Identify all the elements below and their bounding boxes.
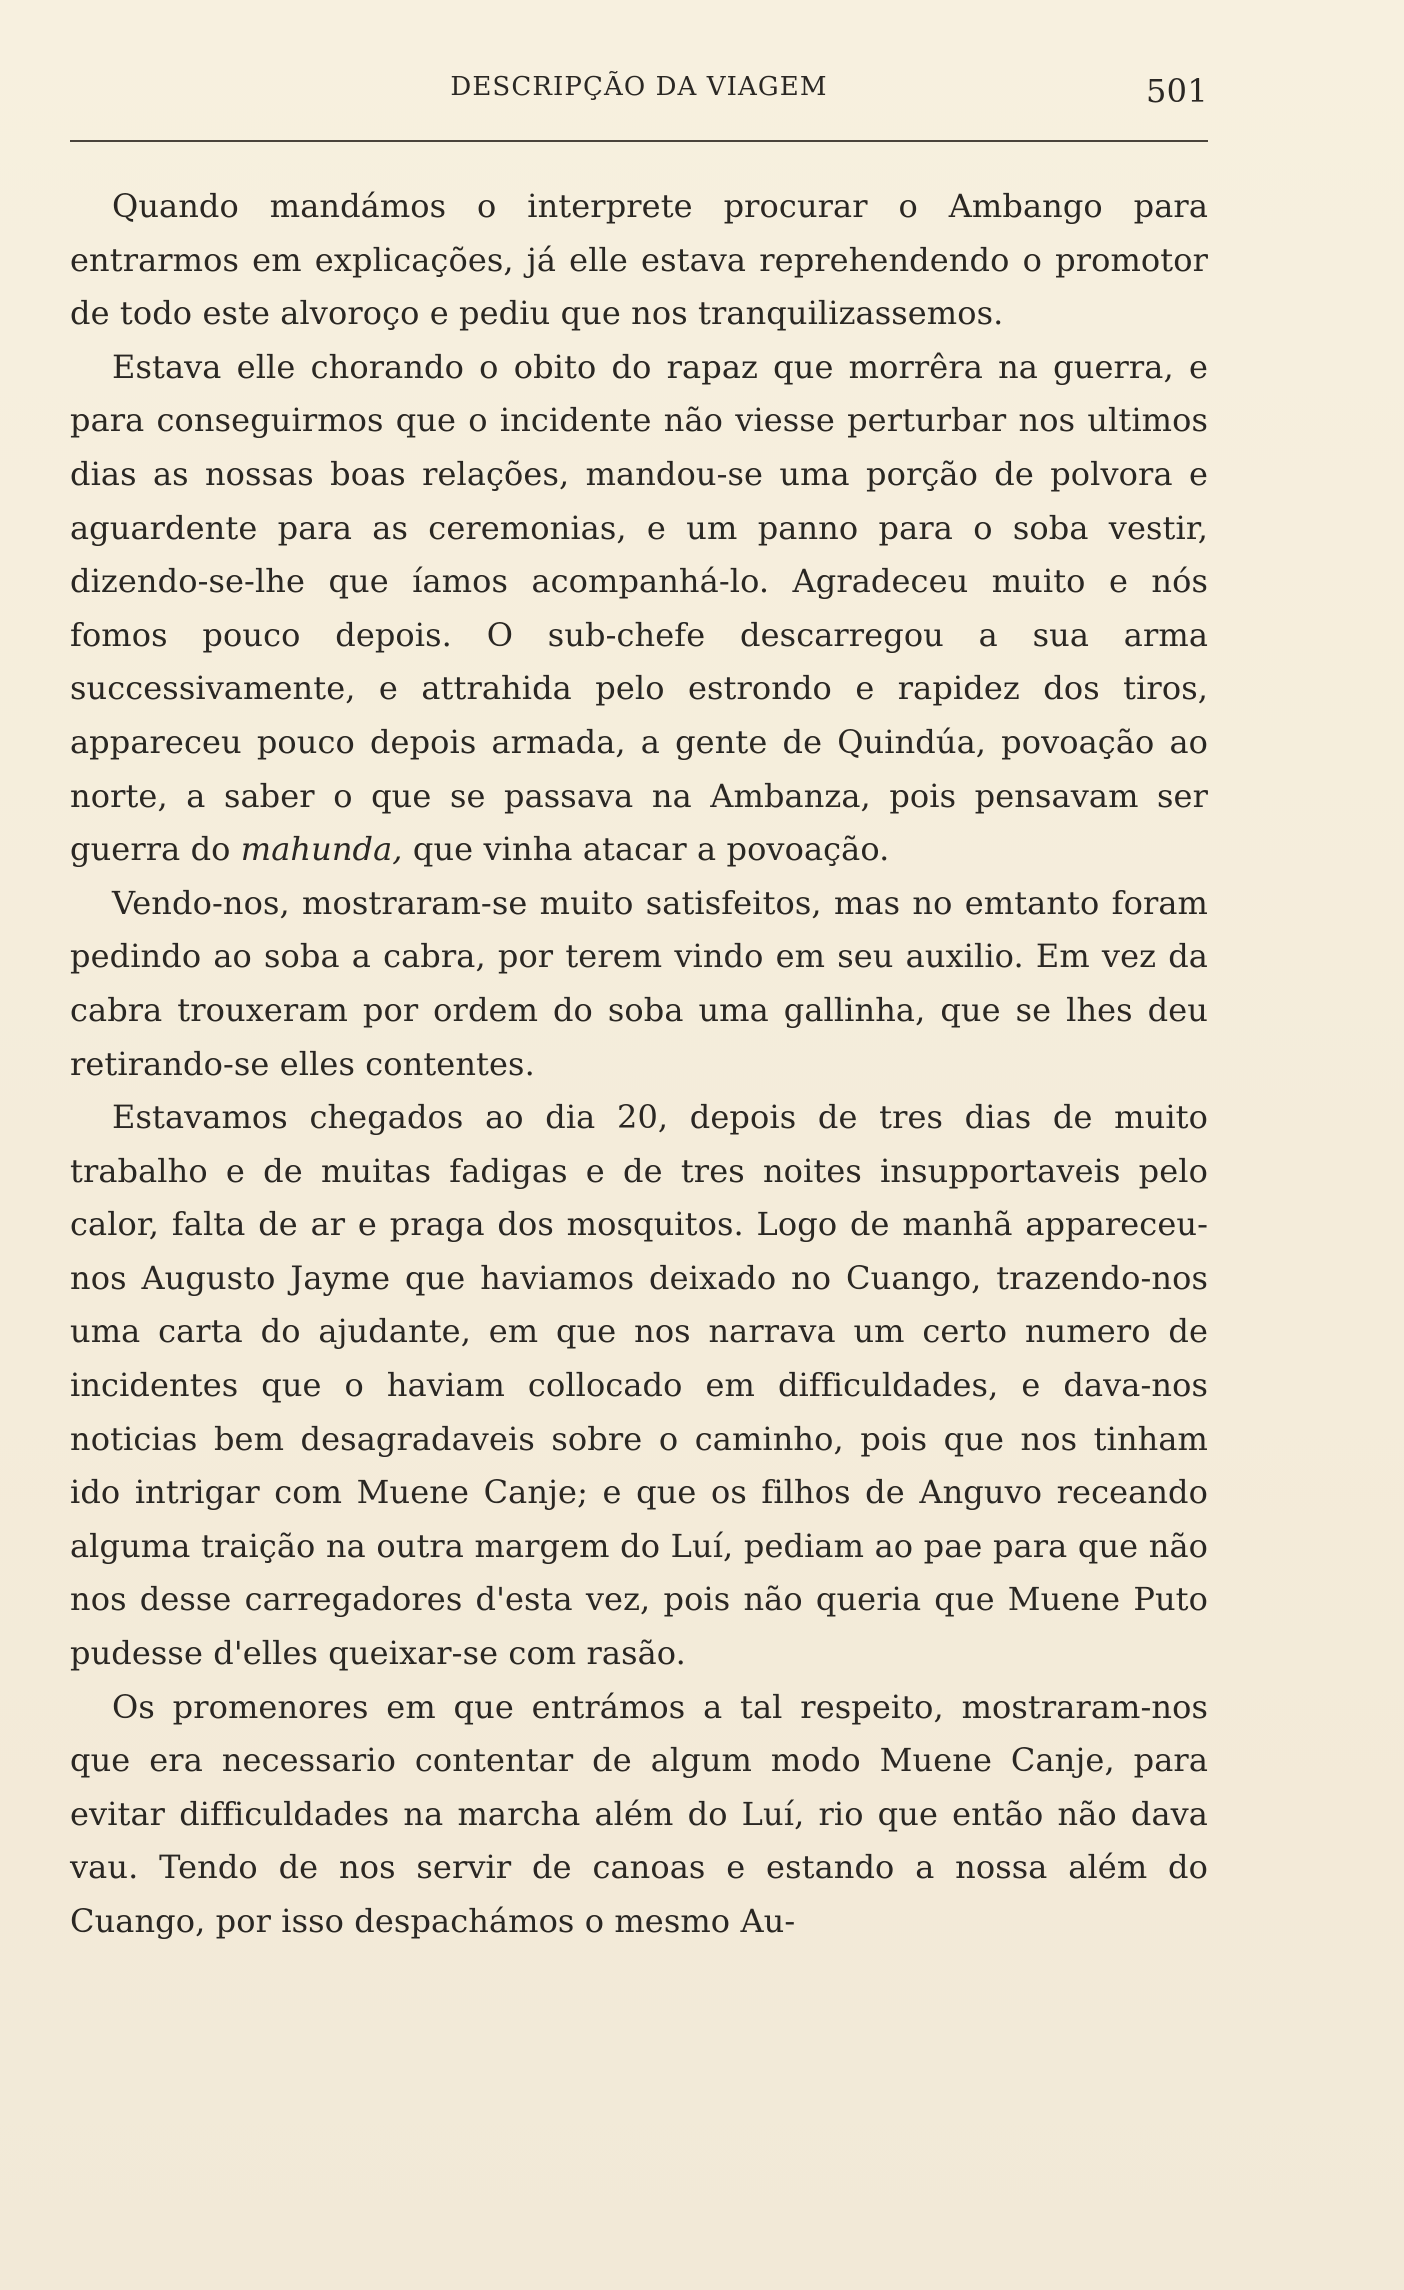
paragraph-obituary <box>70 341 1208 877</box>
running-header <box>70 54 1208 142</box>
paragraph-river-crossing: Os promenores em que entrámos a tal respeito, mostraram-nos que era necessario contentar de algum modo Muene Canje, para evitar difficuldades na marcha além do Luí, rio que então não dava vau. Tendo de nos servir de canoas e estando a nossa além do Cuango, por isso despachámos o mesmo Au- <box>70 1687 1208 1940</box>
paragraph-goat-request: Vendo-nos, mostraram-se muito satisfeitos, mas no emtanto foram pedindo ao soba a cabra, por terem vindo em seu auxilio. Em vez da cabra trouxeram por ordem do soba uma gallinha, que se lhes deu retirando-se elles contentes. <box>70 883 1208 1083</box>
body-text <box>70 180 1208 1949</box>
paragraph-day-twenty: Estavamos chegados ao dia 20, depois de tres dias de muito trabalho e de muitas fadigas e de tres noites insupportaveis pelo calor, falta de ar e praga dos mosquitos. Logo de manhã appareceu-nos Augusto Jayme que haviamos deixado no Cuango, trazendo-nos uma carta do ajudante, em que nos narrava um certo numero de incidentes que o haviam collocado em difficuldades, e dava-nos noticias bem desagradaveis sobre o caminho, pois que nos tinham ido intrigar com Muene Canje; e que os filhos de Anguvo receando alguma traição na outra margem do Luí, pediam ao pae para que não nos desse carregadores d'esta vez, pois não queria que Muene Puto pudesse d'elles queixar-se com rasão. <box>70 1098 1208 1673</box>
italic-mahunda: mahunda, <box>240 830 403 869</box>
paragraph-obituary-text-before: Estava elle chorando o obito do rapaz que morrêra na guerra, e para conseguirmos que o incidente não viesse perturbar nos ultimos dias as nossas boas relações, mandou-se uma porção de polvora e aguardente para as ceremonias, e um panno para o soba vestir, dizendo-se-lhe que íamos acompanhá-lo. Agradeceu muito e nós fomos pouco depois. O sub-chefe descarregou a sua arma successivamente, e attrahida pelo estrondo e rapidez dos tiros, appareceu pouco depois armada, a gente de Quindúa, povoação ao norte, a saber o que se passava na Ambanza, pois pensavam ser guerra do <box>70 347 1208 869</box>
paragraph-interpreter: Quando mandámos o interprete procurar o Ambango para entrarmos em explicações, já elle estava reprehendendo o promotor de todo este alvoroço e pediu que nos tranquilizassemos. <box>70 187 1208 333</box>
paragraph-obituary-text-after: que vinha atacar a povoação. <box>402 830 890 869</box>
page-number: 501 <box>1146 72 1208 110</box>
running-title: DESCRIPÇÃO DA VIAGEM <box>450 72 828 102</box>
